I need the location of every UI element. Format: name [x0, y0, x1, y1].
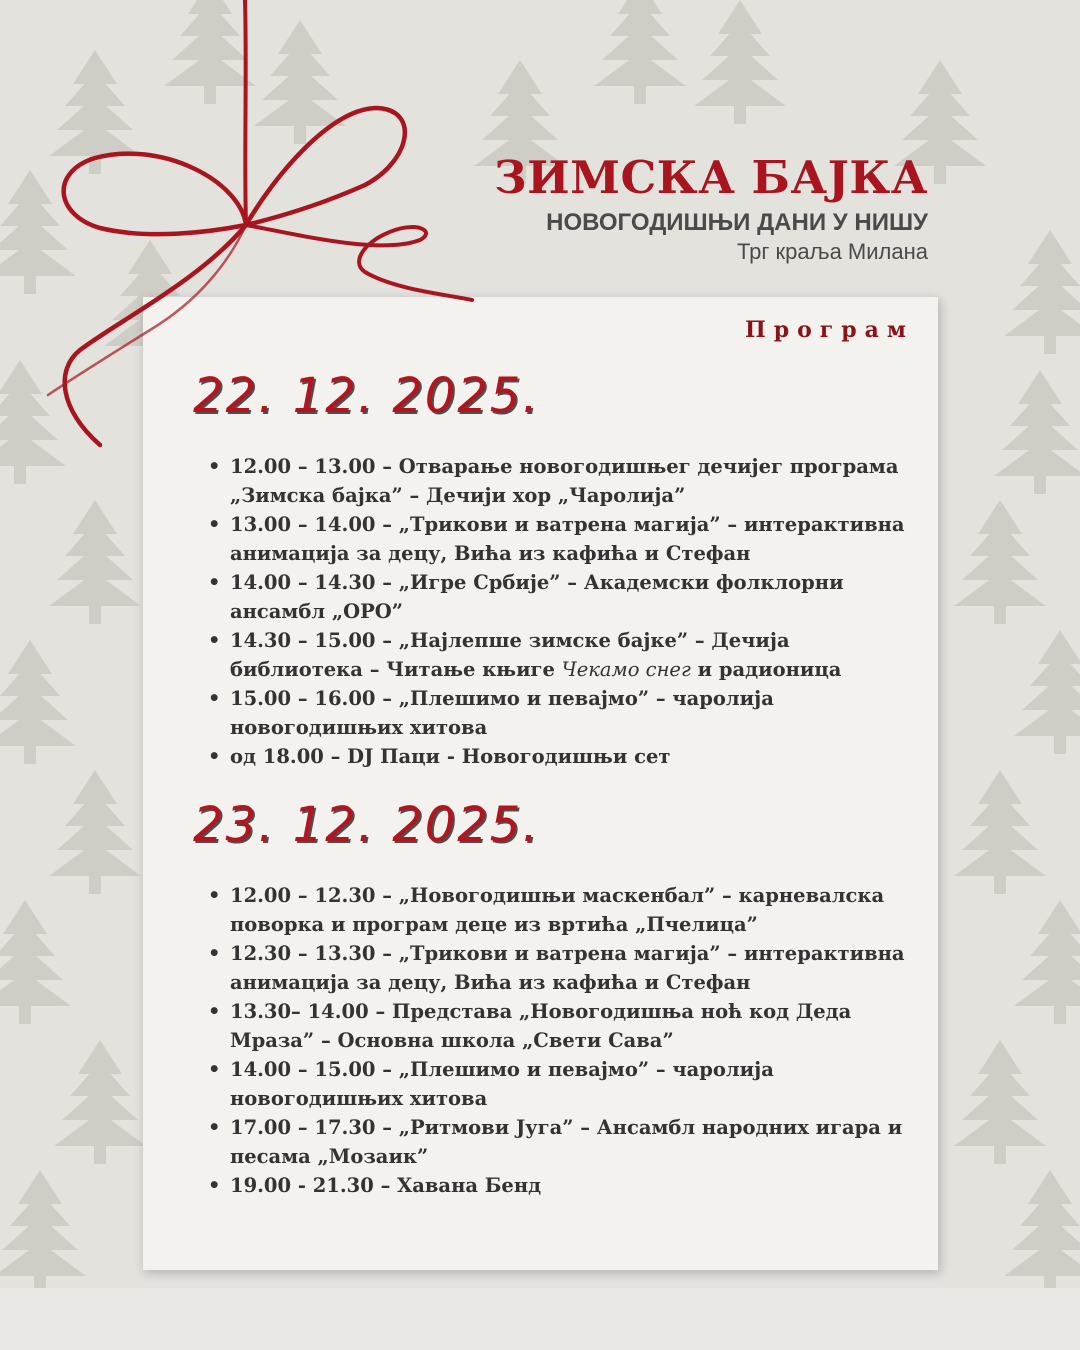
tree-icon: [694, 0, 786, 124]
schedule-item: • 12.00 – 13.00 – Отварање новогодишњег дечијег програма „Зимска бајка” – Дечији хор „Чаролија”: [230, 452, 920, 510]
book-title: Чекамо снег: [561, 658, 691, 681]
tree-icon: [0, 170, 76, 294]
tree-icon: [0, 640, 76, 764]
schedule-item: • 15.00 – 16.00 – „Плешимо и певајмо” – чаролија новогодишњих хитова: [230, 684, 920, 742]
schedule-item: • 13.30– 14.00 – Представа „Новогодишња ноћ код Деда Мраза” – Основна школа „Свети Сава”: [230, 997, 920, 1055]
program-label: Програм: [744, 317, 914, 343]
bullet-icon: •: [208, 1058, 221, 1081]
bullet-icon: •: [208, 1116, 221, 1139]
tree-icon: [954, 770, 1046, 894]
tree-icon: [1014, 630, 1080, 754]
bottom-strip: [0, 1288, 1080, 1350]
bullet-icon: •: [208, 687, 221, 710]
tree-icon: [954, 500, 1046, 624]
day-1-date: 22. 12. 2025.: [193, 368, 540, 424]
tree-icon: [49, 50, 141, 174]
event-location: Трг краља Милана: [736, 239, 928, 264]
tree-icon: [254, 20, 346, 144]
bullet-icon: •: [208, 745, 221, 768]
event-header: [494, 150, 928, 266]
bullet-icon: •: [208, 942, 221, 965]
tree-icon: [1014, 900, 1080, 1024]
schedule-item: • 19.00 - 21.30 – Хавана Бенд: [230, 1171, 920, 1200]
schedule-item: • 14.00 – 14.30 – „Игре Србије” – Академски фолклорни ансамбл „ОРО”: [230, 568, 920, 626]
schedule-item: • 14.00 – 15.00 – „Плешимо и певајмо” – чаролија новогодишњих хитова: [230, 1055, 920, 1113]
tree-icon: [1004, 1170, 1080, 1294]
bullet-icon: •: [208, 884, 221, 907]
bullet-icon: •: [208, 455, 221, 478]
day-2-date: 23. 12. 2025.: [193, 797, 540, 853]
tree-icon: [954, 1040, 1046, 1164]
schedule-item: • 17.00 – 17.30 – „Ритмови Југа” – Ансамбл народних игара и песама „Мозаик”: [230, 1113, 920, 1171]
tree-icon: [594, 0, 686, 104]
schedule-item: • од 18.00 – DJ Паци - Новогодишњи сет: [230, 742, 920, 771]
schedule-item: • 14.30 – 15.00 – „Најлепше зимске бајке” – Дечија библиотека – Читање књиге Чекамо снег и радионица: [230, 626, 920, 684]
tree-icon: [164, 0, 256, 104]
bullet-icon: •: [208, 1174, 221, 1197]
bullet-icon: •: [208, 513, 221, 536]
bullet-icon: •: [208, 629, 221, 652]
bullet-icon: •: [208, 1000, 221, 1023]
tree-icon: [54, 1040, 146, 1164]
tree-icon: [0, 1170, 86, 1294]
event-subtitle: НОВОГОДИШЊИ ДАНИ У НИШУ: [546, 209, 928, 236]
tree-icon: [0, 360, 66, 484]
tree-icon: [994, 370, 1080, 494]
tree-icon: [49, 770, 141, 894]
bullet-icon: •: [208, 571, 221, 594]
day-1-schedule: [208, 452, 920, 771]
schedule-item: • 13.00 – 14.00 – „Трикови и ватрена магија” – интерактивна анимација за децу, Вића из кафића и Стефан: [230, 510, 920, 568]
tree-icon: [49, 500, 141, 624]
event-title: ЗИМСКА БАЈКА: [494, 151, 928, 204]
tree-icon: [1004, 230, 1080, 354]
schedule-item: • 12.00 – 12.30 – „Новогодишњи маскенбал” – карневалска поворка и програм деце из вртића „Пчелица”: [230, 881, 920, 939]
day-2-schedule: [208, 881, 920, 1200]
tree-icon: [0, 900, 71, 1024]
schedule-item: • 12.30 – 13.30 – „Трикови и ватрена магија” – интерактивна анимација за децу, Вића из кафића и Стефан: [230, 939, 920, 997]
